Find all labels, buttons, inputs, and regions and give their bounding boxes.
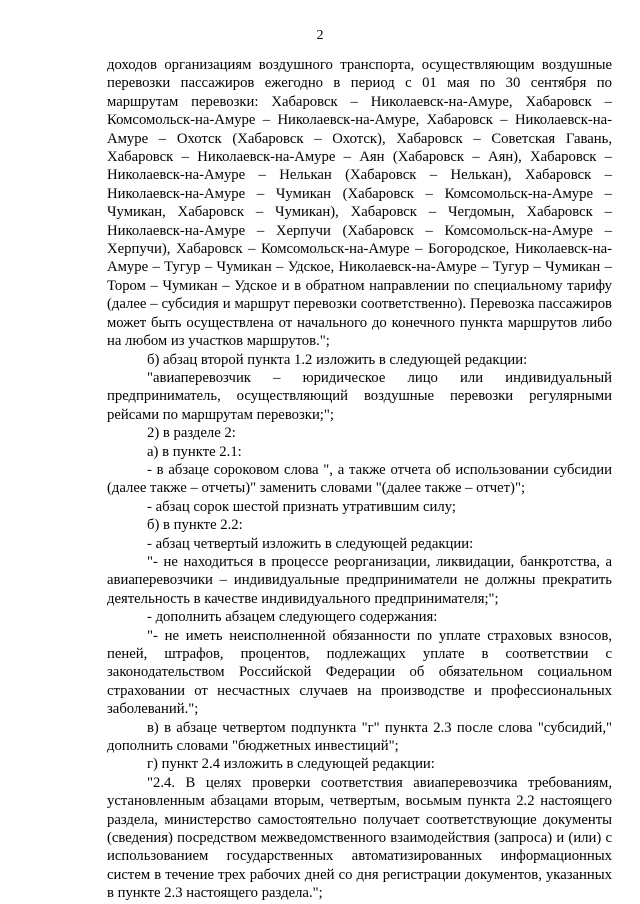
page-number: 2 [316,28,324,43]
paragraph-quote-2-4: "2.4. В целях проверки соответствия авиаперевозчика требованиям, установленным абзацами вторым, четвертым, восьмым пункта 2.2 настоящего раздела, министерство самостоятельно получает соответствующие документы (сведения) посредством межведомственного взаимодействия (запроса) и (или) с использованием государственных автоматизированных информационных систем в течение трех рабочих дней со дня регистрации документов, указанных в пункте 2.3 настоящего раздела."; [107,774,612,902]
paragraph-item-g: г) пункт 2.4 изложить в следующей редакции: [147,756,435,773]
paragraph-item-v: в) в абзаце четвертом подпункта "г" пункта 2.3 после слова "субсидий," дополнить словами "бюджетных инвестиций"; [107,719,612,755]
paragraph-quote-carrier-definition: "авиаперевозчик – юридическое лицо или индивидуальный предприниматель, осуществляющий воздушные перевозки регулярными рейсами по маршрутам перевозки;"; [107,369,612,423]
paragraph-abzac-46: - абзац сорок шестой признать утратившим силу; [147,498,456,515]
paragraph-abzac-4: - абзац четвертый изложить в следующей редакции: [147,535,474,552]
paragraph-abzac-40: - в абзаце сороковом слова ", а также отчета об использовании субсидии (далее также – отчеты)" заменить словами "(далее также – отчет)"; [107,461,612,497]
paragraph-item-b-1: б) абзац второй пункта 1.2 изложить в следующей редакции: [147,351,528,368]
paragraph-item-b-2-2: б) в пункте 2.2: [147,517,243,534]
paragraph-section-2: 2) в разделе 2: [147,425,236,442]
document-body [107,56,612,903]
paragraph-add-abzac: - дополнить абзацем следующего содержания: [147,609,438,626]
paragraph-continuation: доходов организациям воздушного транспорта, осуществляющим воздушные перевозки пассажиров ежегодно в период с 01 мая по 30 сентября по маршрутам перевозки: Хабаровск – Николаевск-на-Амуре, Хабаровск – Комсомольск-на-Амуре – Николаевск-на-Амуре, Хабаровск – Николаевск-на-Амуре – Охотск (Хабаровск – Охотск), Хабаровск – Советская Гавань, Хабаровск – Николаевск-на-Амуре – Аян (Хабаровск – Аян), Хабаровск – Николаевск-на-Амуре – Нелькан (Хабаровск – Нелькан), Хабаровск – Николаевск-на-Амуре – Чумикан (Хабаровск – Комсомольск-на-Амуре – Чумикан, Хабаровск – Чумикан), Хабаровск – Чегдомын, Хабаровск – Николаевск-на-Амуре – Херпучи (Хабаровск – Комсомольск-на-Амуре – Херпучи), Хабаровск – Комсомольск-на-Амуре – Богородское, Николаевск-на-Амуре – Тугур – Чумикан – Удское, Николаевск-на-Амуре – Тугур – Чумикан – Тором – Чумикан – Удское и в обратном направлении по специальному тарифу (далее – субсидия и маршрут перевозки соответственно). Перевозка пассажиров может быть осуществлена от начального до конечного пункта маршрутов либо на любом из участков маршрутов."; [107,57,612,350]
paragraph-quote-reorganization: "- не находиться в процессе реорганизации, ликвидации, банкротства, а авиаперевозчики – индивидуальные предприниматели не должны прекратить деятельность в качестве индивидуального предпринимателя;"; [107,553,612,607]
paragraph-item-a-2-1: а) в пункте 2.1: [147,443,242,460]
paragraph-quote-insurance: "- не иметь неисполненной обязанности по уплате страховых взносов, пеней, штрафов, процентов, подлежащих уплате в соответствии с законодательством Российской Федерации об обязательном социальном страховании от несчастных случаев на производстве и профессиональных заболеваний."; [107,627,612,718]
